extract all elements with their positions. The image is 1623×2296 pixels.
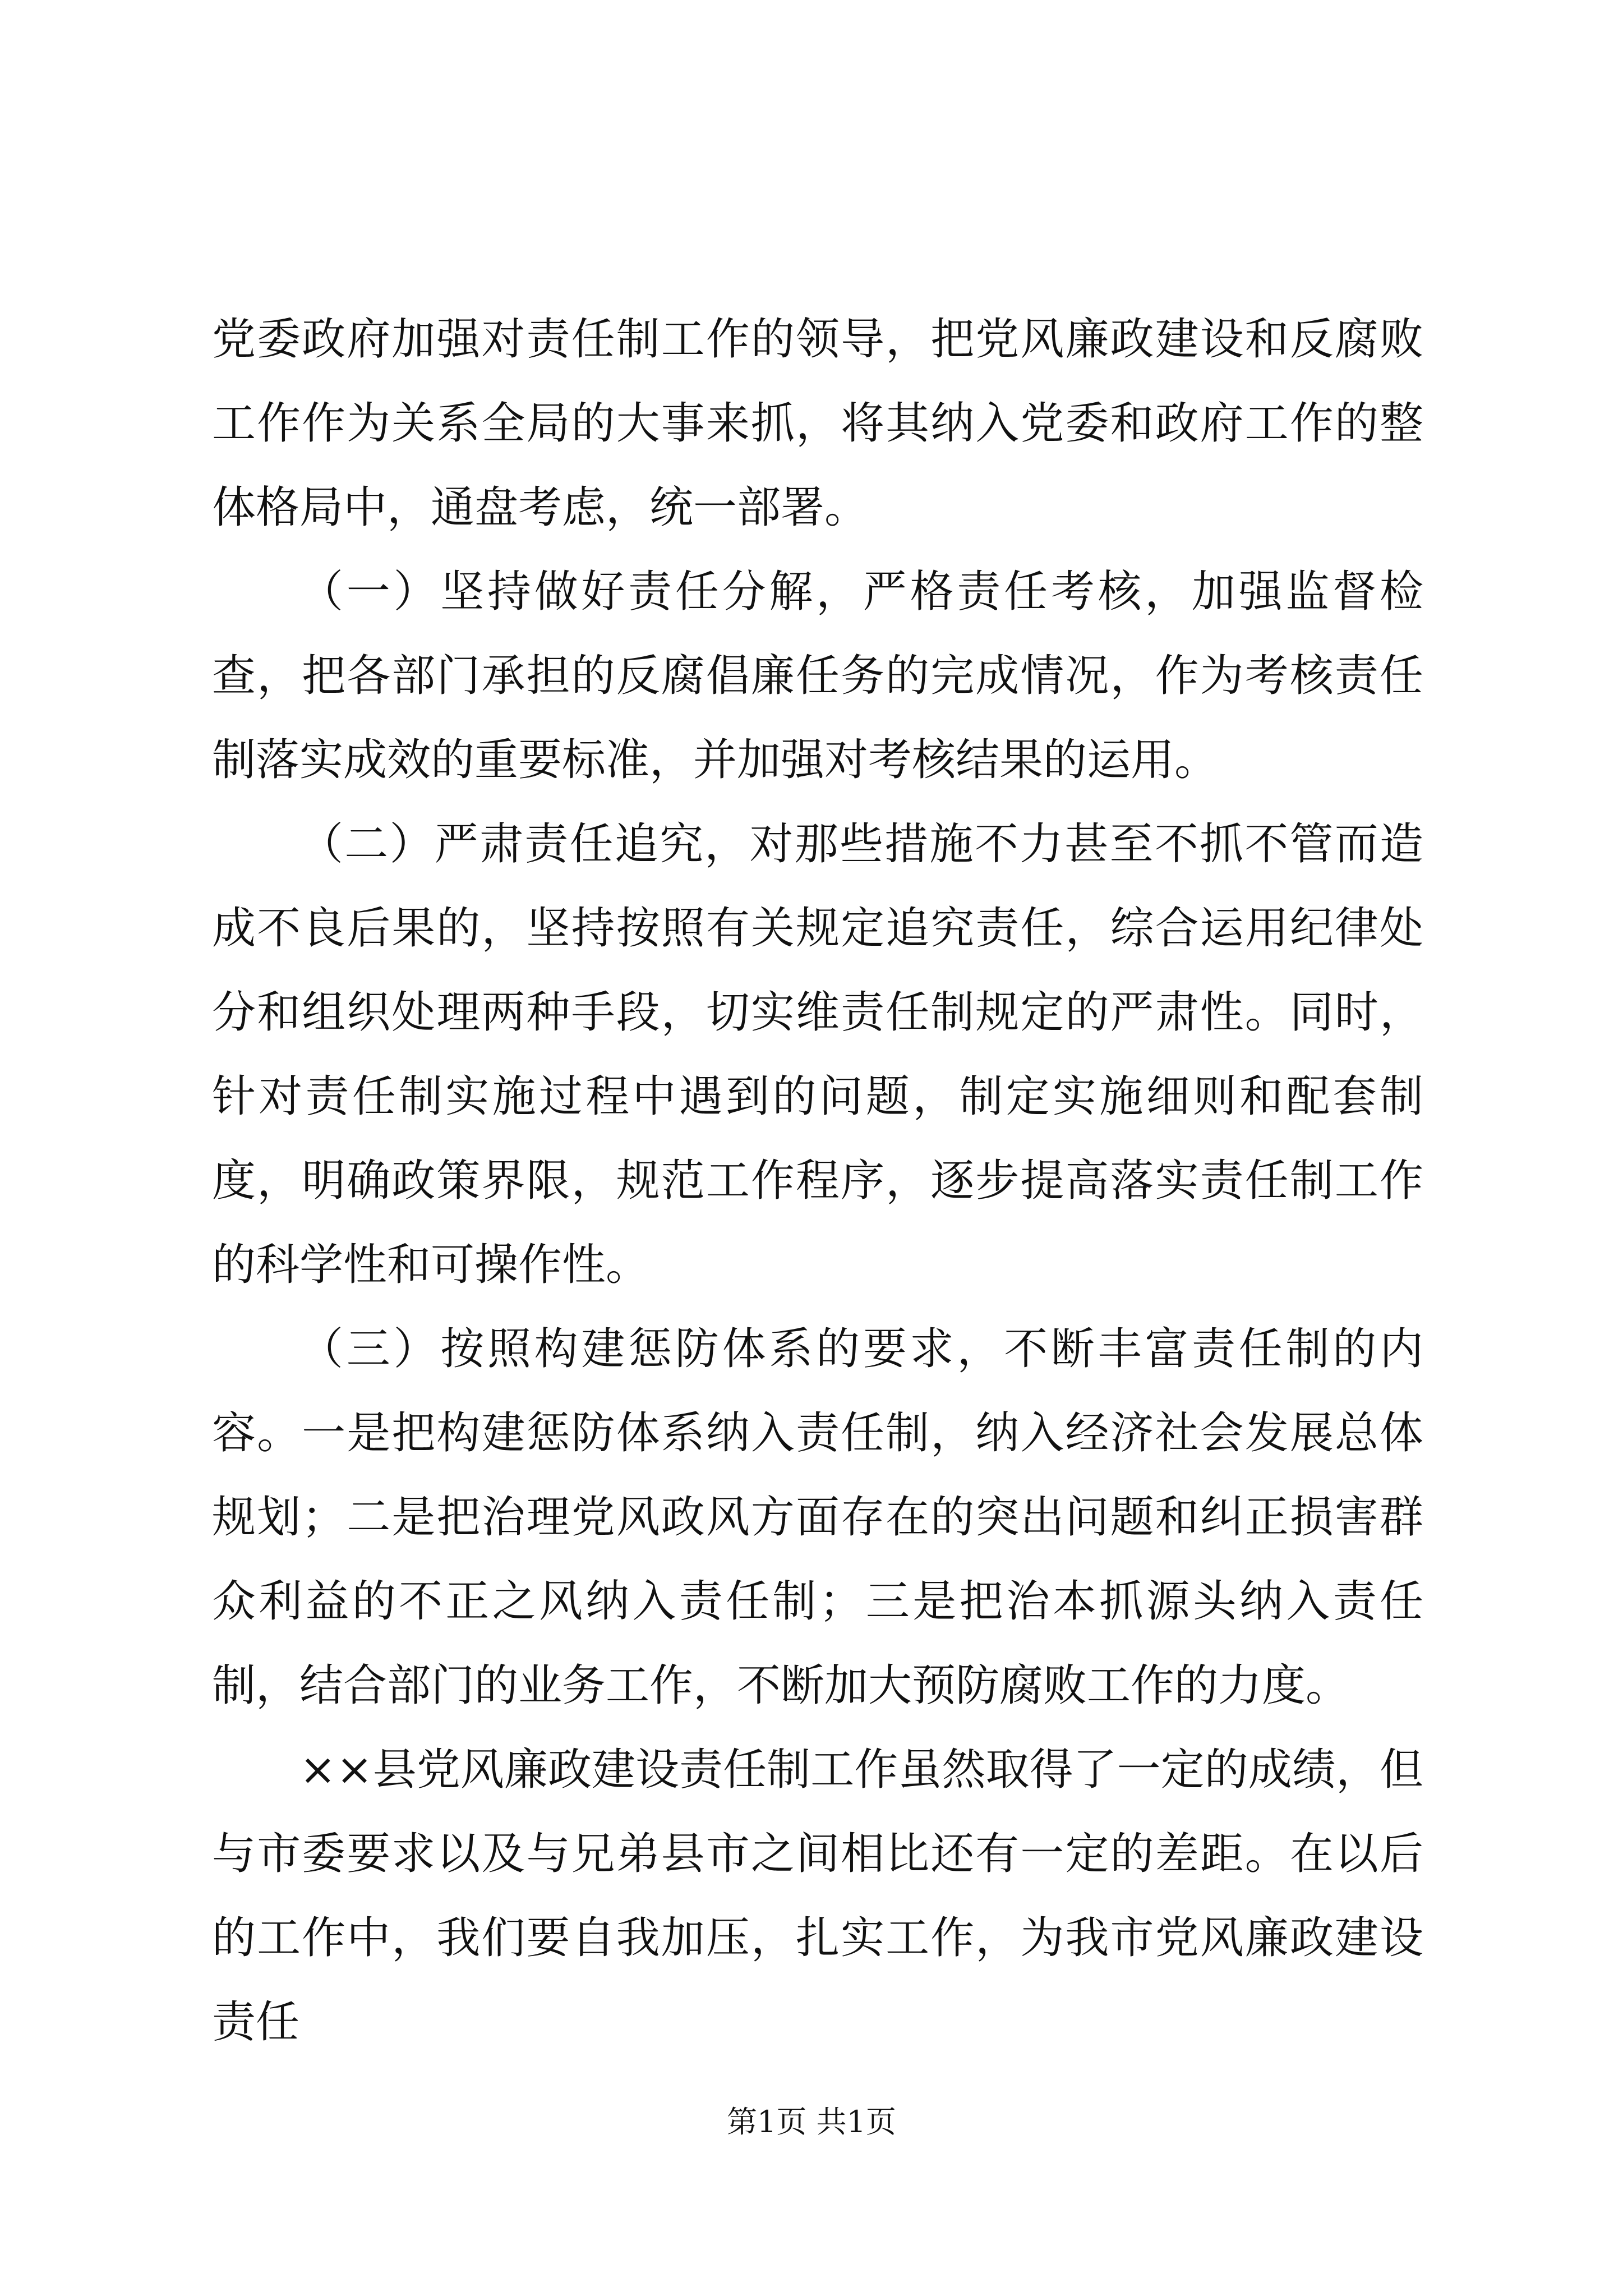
- document-body: [212, 297, 1423, 2064]
- paragraph-item-three: （三）按照构建惩防体系的要求，不断丰富责任制的内容。一是把构建惩防体系纳入责任制，纳入经济社会发展总体规划；二是把治理党风政风方面存在的突出问题和纠正损害群众利益的不正之风纳入责任制；三是把治本抓源头纳入责任制，结合部门的业务工作，不断加大预防腐败工作的力度。: [212, 1324, 1423, 1711]
- paragraph-summary: ××县党风廉政建设责任制工作虽然取得了一定的成绩，但与市委要求以及与兄弟县市之间相比还有一定的差距。在以后的工作中，我们要自我加压，扎实工作，为我市党风廉政建设责任: [212, 1745, 1423, 2047]
- paragraph-item-one: （一）坚持做好责任分解，严格责任考核，加强监督检查，把各部门承担的反腐倡廉任务的完成情况，作为考核责任制落实成效的重要标准，并加强对考核结果的运用。: [212, 567, 1423, 785]
- paragraph-item-two: （二）严肃责任追究，对那些措施不力甚至不抓不管而造成不良后果的，坚持按照有关规定追究责任，综合运用纪律处分和组织处理两种手段，切实维责任制规定的严肃性。同时，针对责任制实施过程中遇到的问题，制定实施细则和配套制度，明确政策界限，规范工作程序，逐步提高落实责任制工作的科学性和可操作性。: [212, 819, 1423, 1290]
- page-number-footer: 第1页 共1页: [727, 2104, 896, 2139]
- paragraph-leadership: 党委政府加强对责任制工作的领导，把党风廉政建设和反腐败工作作为关系全局的大事来抓，将其纳入党委和政府工作的整体格局中，通盘考虑，统一部署。: [212, 314, 1423, 533]
